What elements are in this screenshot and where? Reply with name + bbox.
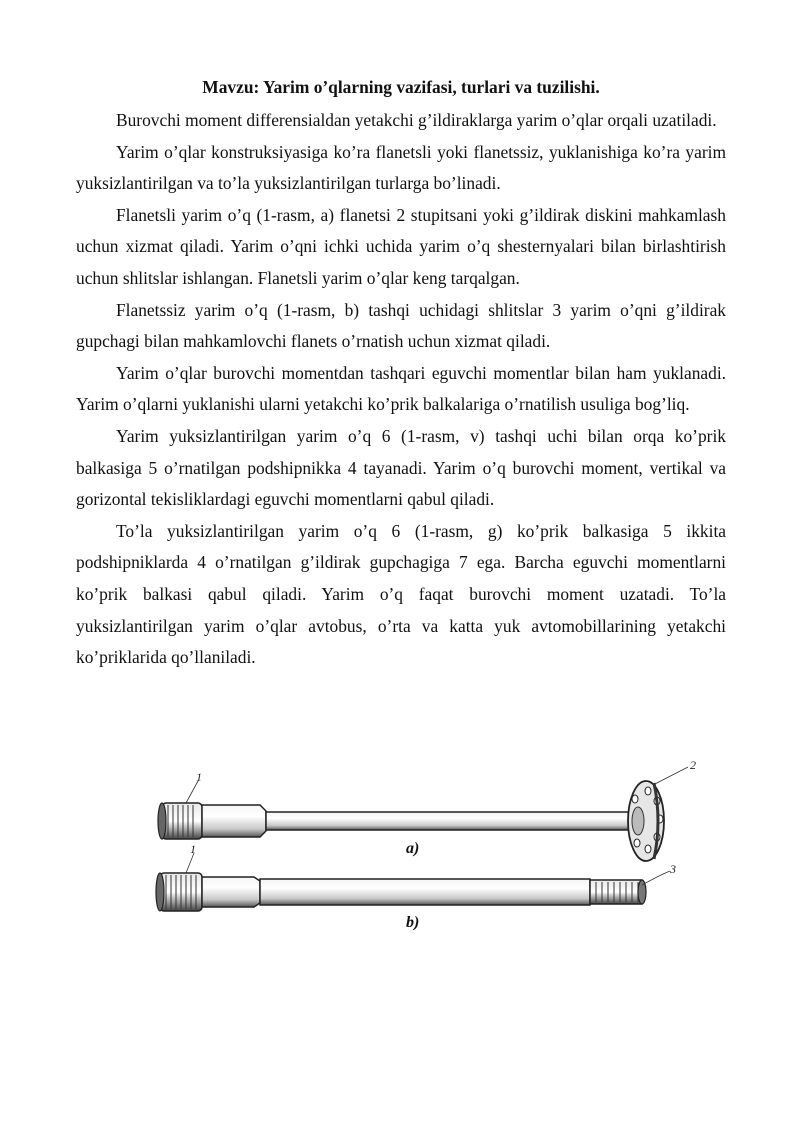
paragraph-1: Burovchi moment differensialdan yetakchi g’ildiraklarga yarim o’qlar orqali uzatiladi.: [116, 110, 717, 130]
callout-3: 3: [670, 862, 676, 876]
callout-2: 2: [690, 758, 696, 772]
paragraph-7: To’la yuksizlantirilgan yarim o’q 6 (1-rasm, g) ko’prik balkasiga 5 ikkita podshipniklarda 4 o’rnatilgan g’ildirak gupchagiga 7 ega. Barcha eguvchi momentlarni ko’prik balkasi qabul qiladi. Yarim o’q faqat burovchi moment uzatadi. To’la yuksizlantirilgan yarim o’qlar avtobus, o’rta va katta yuk avtomobillarining yetakchi ko’priklarida qo’llaniladi.: [76, 520, 726, 668]
page-title: Mavzu: Yarim o’qlarning vazifasi, turlari va tuzilishi.: [202, 77, 600, 97]
paragraph-3: Flanetsli yarim o’q (1-rasm, a) flanetsi 2 stupitsani yoki g’ildirak diskini mahkamlash uchun xizmat qiladi. Yarim o’qni ichki uchida yarim o’q shesternyalari bilan birlashtirish uchun shlitslar ishlangan. Flanetsli yarim o’qlar keng tarqalgan.: [76, 204, 726, 288]
shaft-body-a: [266, 812, 636, 830]
axle-shaft-figure: [150, 755, 710, 945]
document-body: [76, 105, 726, 674]
paragraph-4: Flanetssiz yarim o’q (1-rasm, b) tashqi uchidagi shlitslar 3 yarim o’qni g’ildirak gupchagi bilan mahkamlovchi flanets o’rnatish uchun xizmat qiladi.: [76, 299, 726, 352]
spline-lines-b: [166, 875, 196, 909]
callout-1-b: 1: [190, 842, 196, 856]
paragraph-2: Yarim o’qlar konstruksiyasiga ko’ra flanetsli yoki flanetssiz, yuklanishiga ko’ra yarim yuksizlantirilgan va to’la yuksizlantirilgan turlarga bo’linadi.: [76, 141, 726, 194]
paragraph-6: Yarim yuksizlantirilgan yarim o’q 6 (1-rasm, v) tashqi uchi bilan orqa ko’prik balkasiga 5 o’rnatilgan podshipnikka 4 tayanadi. Yarim o’q burovchi moment, vertikal va gorizontal tekisliklardagi eguvchi momentlarni qabul qiladi.: [76, 425, 726, 510]
paragraph-5: Yarim o’qlar burovchi momentdan tashqari eguvchi momentlar bilan ham yuklanadi. Yarim o’qlarni yuklanishi ularni yetakchi ko’prik balkalariga o’rnatilish usuliga bog’liq.: [76, 362, 726, 415]
figure-label-b: b): [406, 914, 420, 931]
figure-label-a: a): [406, 840, 420, 857]
axle-shaft-drawing: [150, 755, 710, 945]
flanged-half-shaft: [158, 758, 696, 861]
shaft-body-b: [260, 879, 590, 905]
callout-1-a: 1: [196, 770, 202, 784]
outer-splines: [590, 880, 642, 904]
